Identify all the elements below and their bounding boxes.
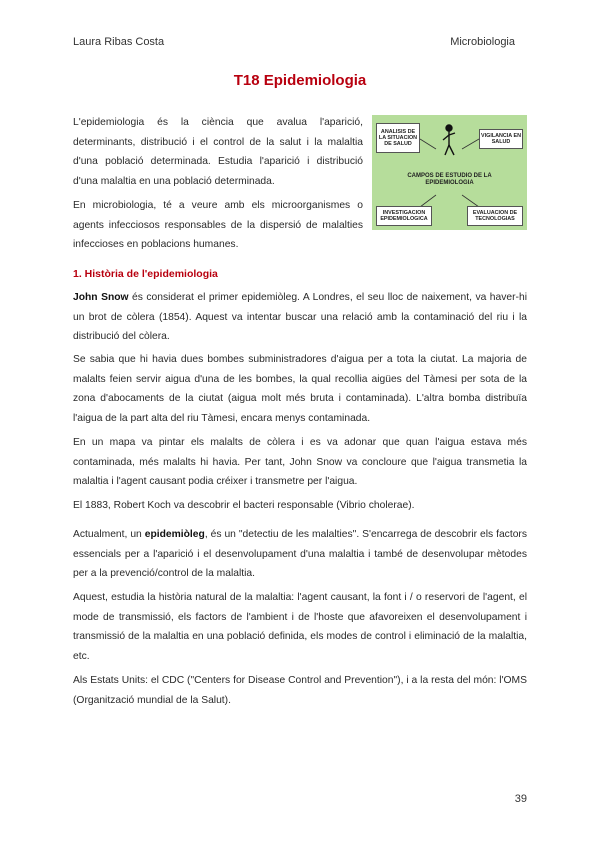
intro-paragraph-1: L'epidemiologia és la ciència que avalua l'aparició, determinants, distribució i el control de la salut i la malaltia d'una població determinada. Estudia l'aparició i distribució d'una malaltia en una població determinada.	[73, 117, 363, 187]
history-paragraph-4: El 1883, Robert Koch va descobrir el bacteri responsable (Vibrio cholerae).	[73, 500, 415, 511]
figure-box-surveillance: VIGILANCIA EN SALUD	[479, 129, 523, 149]
history-paragraph-7: Als Estats Units: el CDC ("Centers for Disease Control and Prevention"), i a la resta del món: l'OMS (Organització mundial de la Salut).	[73, 675, 527, 706]
history-paragraph-1-text: és considerat el primer epidemiòleg. A Londres, el seu lloc de naixement, va haver-hi un brot de còlera (1854). Aquest va intentar buscar una relació amb la contaminació del riu i la distribució del còlera.	[73, 292, 528, 342]
history-paragraph-3: En un mapa va pintar els malalts de còlera i es va adonar que quan l'aigua estava més contaminada, més malalts hi havia. Per tant, John Snow va concloure que l'aigua transmetia la malaltia i l'agent causant podia créixer i transmetre per l'aigua.	[73, 437, 527, 487]
figure-box-analysis: ANALISIS DE LA SITUACION DE SALUD	[376, 123, 420, 153]
stick-figure-icon	[443, 125, 455, 155]
page-title: T18 Epidemiologia	[233, 72, 367, 89]
page-number: 39	[514, 793, 527, 805]
epidemiology-fields-figure	[372, 115, 527, 230]
intro-paragraph-2: En microbiologia, té a veure amb els microorganismes o agents infecciosos responsables de la dispersió de malalties infeccioses en poblacions humanes.	[73, 200, 363, 250]
history-paragraph-1	[73, 288, 527, 347]
history-paragraph-6: Aquest, estudia la història natural de la malaltia: l'agent causant, la font i / o reservori de l'agent, el mode de transmissió, els factors de l'ambient i de l'hoste que afavoreixen el desenvolupament i transmissió de la malaltia en una població definida, els modes de control i eliminació de la malaltia, etc.	[73, 592, 527, 662]
section-heading-history: 1. Història de l'epidemiologia	[73, 268, 218, 280]
figure-box-investigation: INVESTIGACION EPIDEMIOLOGICA	[376, 206, 432, 226]
epidemiologist-term: epidemiòleg	[144, 529, 205, 540]
header-subject: Microbiologia	[450, 36, 515, 48]
history-paragraph-5-text: , és un "detectiu de les malalties". S'encarrega de descobrir els factors essencials per a l'aparició i el desenvolupament d'una malaltia i també de desenvolupar mètodes per a la prevenció/control de la malaltia.	[73, 529, 527, 579]
john-snow-name: John Snow	[73, 292, 129, 303]
history-paragraph-2: Se sabia que hi havia dues bombes subministradores d'aigua per a tota la ciutat. La majoria de malalts feien servir aigua d'una de les bombes, la qual recollia aigües del Tàmesi per sota de la zona d'abocaments de la ciutat (aigua molt més bruta i contaminada). L'altra bomba distribuïa l'aigua de la part alta del riu Tàmesi, encara menys contaminada.	[73, 354, 527, 424]
history-paragraph-5	[73, 525, 527, 584]
history-paragraph-5-pre: Actualment, un	[73, 529, 145, 540]
figure-box-technology: EVALUACION DE TECNOLOGIAS	[467, 206, 523, 226]
header-author: Laura Ribas Costa	[73, 36, 165, 48]
figure-center-label: CAMPOS DE ESTUDIO DE LA EPIDEMIOLOGIA	[407, 173, 492, 186]
